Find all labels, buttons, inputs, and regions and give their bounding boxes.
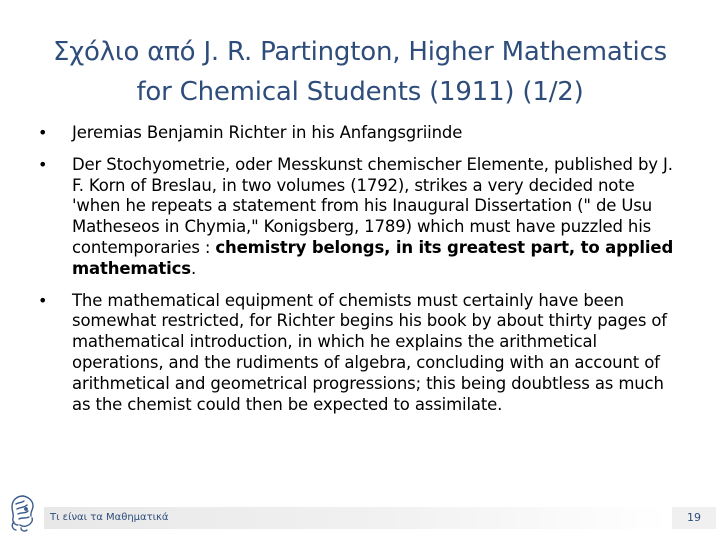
bullet-item [34,291,684,416]
bullet-bold-text: chemistry belongs, in its greatest part, to applied mathematics [72,237,674,278]
bullet-marker: • [38,154,48,174]
title-line-2: for Chemical Students (1911) (1/2) [136,77,584,107]
footer-text: Τι είναι τα Μαθηματικά [50,512,169,523]
slide-title [30,32,690,112]
bullet-marker: • [38,123,48,142]
title-line-1: Σχόλιο από J. R. Partington, Higher Mathematics [52,37,668,67]
bullet-text: Jeremias Benjamin Richter in his Anfangsgriinde [72,123,463,142]
bullet-tail-text: . [190,258,197,278]
university-logo-icon [6,492,40,534]
bullet-list [34,123,684,415]
bullet-item [34,123,684,144]
bullet-marker: • [38,290,48,310]
bullet-item [34,155,684,280]
bullet-text: The mathematical equipment of chemists must certainly have been somewhat restricted, for Richter begins his book by about thirty pages of mathematical introduction, in which he explains the arithmetical operations, and the rudiments of algebra, concluding with an account of arithmetical and geometrical progressions; this being doubtless as much as the chemist could then be expected to assimilate. [72,290,667,414]
bullet-text: Der Stochyometrie, oder Messkunst chemischer Elemente, published by J. F. Korn of Breslau, in two volumes (1792), strikes a very decided note 'when he repeats a statement from his Inaugural Dissertation (" de Usu Matheseos in Chymia," Konigsberg, 1789) which must have puzzled his contemporaries : [72,154,673,257]
page-number: 19 [672,507,716,529]
